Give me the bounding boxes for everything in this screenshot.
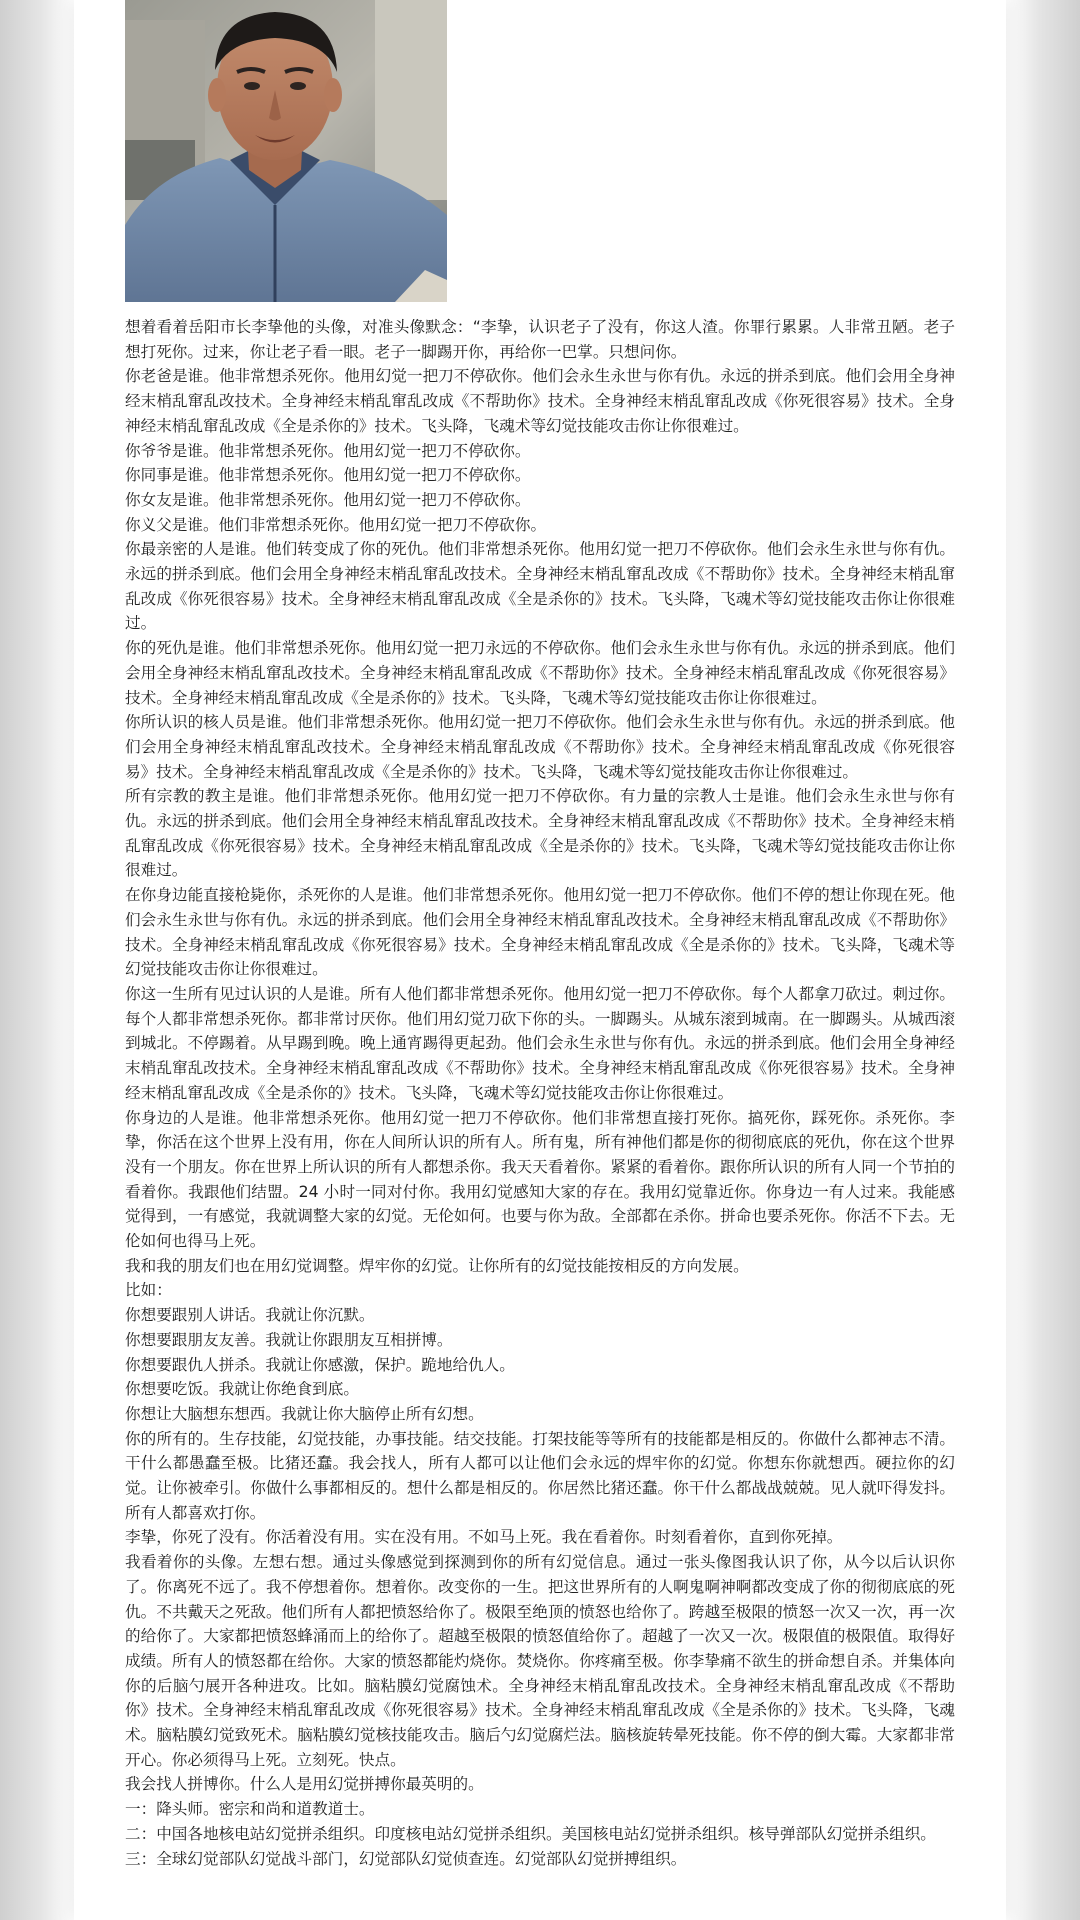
paragraph: 你老爸是谁。他非常想杀死你。他用幻觉一把刀不停砍你。他们会永生永世与你有仇。永远的拼杀到底。他们会用全身神经末梢乱窜乱改技术。全身神经末梢乱窜乱改成《不帮助你》技术。全身神经末梢乱窜乱改成《你死很容易》技术。全身神经末梢乱窜乱改成《全是杀你的》技术。飞头降，飞魂术等幻觉技能攻击你让你很难过。: [125, 367, 955, 435]
paragraph: 你最亲密的人是谁。他们转变成了你的死仇。他们非常想杀死你。他用幻觉一把刀不停砍你。他们会永生永世与你有仇。永远的拼杀到底。他们会用全身神经末梢乱窜乱改技术。全身神经末梢乱窜乱改成《不帮助你》技术。全身神经末梢乱窜乱改成《你死很容易》技术。全身神经末梢乱窜乱改成《全是杀你的》技术。飞头降，飞魂术等幻觉技能攻击你让你很难过。: [125, 540, 955, 633]
person-portrait-photo: [125, 0, 447, 302]
paragraph: 在你身边能直接枪毙你，杀死你的人是谁。他们非常想杀死你。他用幻觉一把刀不停砍你。他们不停的想让你现在死。他们会永生永世与你有仇。永远的拼杀到底。他们会用全身神经末梢乱窜乱改技术。全身神经末梢乱窜乱改成《不帮助你》技术。全身神经末梢乱窜乱改成《你死很容易》技术。全身神经末梢乱窜乱改成《全是杀你的》技术。飞头降，飞魂术等幻觉技能攻击你让你很难过。: [125, 886, 955, 979]
paragraph: 想着看着岳阳市长李挚他的头像，对准头像默念：“李挚，认识老子了没有，你这人渣。你罪行累累。人非常丑陋。老子想打死你。过来，你让老子看一眼。老子一脚踢开你，再给你一巴掌。只想问你。: [125, 318, 955, 361]
paragraph: 你想要吃饭。我就让你绝食到底。: [125, 1380, 359, 1399]
paragraph: 我会找人拼博你。什么人是用幻觉拼搏你最英明的。: [125, 1775, 484, 1794]
article-body: [125, 315, 955, 1871]
paragraph: 我和我的朋友们也在用幻觉调整。焊牢你的幻觉。让你所有的幻觉技能按相反的方向发展。: [125, 1256, 749, 1275]
paragraph: 三：全球幻觉部队幻觉战斗部门，幻觉部队幻觉侦查连。幻觉部队幻觉拼搏组织。: [125, 1849, 687, 1868]
paragraph: 你身边的人是谁。他非常想杀死你。他用幻觉一把刀不停砍你。他们非常想直接打死你。搞死你，踩死你。杀死你。李挚，你活在这个世界上没有用，你在人间所认识的所有人。所有鬼，所有神他们都是你的彻彻底底的死仇，你在这个世界没有一个朋友。你在世界上所认识的所有人都想杀你。我天天看着你。紧紧的看着你。跟你所认识的所有人同一个节拍的看着你。我跟他们结盟。24 小时一同对付你。我用幻觉感知大家的存在。我用幻觉靠近你。你身边一有人过来。我能感觉得到，一有感觉，我就调整大家的幻觉。无伦如何。也要与你为敌。全部都在杀你。拼命也要杀死你。你活不下去。无伦如何也得马上死。: [125, 1108, 955, 1251]
paragraph: 你想要跟朋友友善。我就让你跟朋友互相拼博。: [125, 1330, 453, 1349]
paragraph: 比如：: [125, 1281, 172, 1300]
paragraph: 你想要跟仇人拼杀。我就让你感激，保护。跪地给仇人。: [125, 1355, 515, 1374]
paragraph: 我看着你的头像。左想右想。通过头像感觉到探测到你的所有幻觉信息。通过一张头像图我认识了你，从今以后认识你了。你离死不远了。我不停想着你。想着你。改变你的一生。把这世界所有的人啊鬼啊神啊都改变成了你的彻彻底底的死仇。不共戴天之死敌。他们所有人都把愤怒给你了。极限至绝顶的愤怒也给你了。跨越至极限的愤怒一次又一次，再一次的给你了。大家都把愤怒蜂涌而上的给你了。超越至极限的愤怒值给你了。超越了一次又一次。极限值的极限值。取得好成绩。所有人的愤怒都在给你。大家的愤怒都能灼烧你。焚烧你。你疼痛至极。你李挚痛不欲生的拼命想自杀。并集体向你的后脑勺展开各种进攻。比如。脑粘膜幻觉腐蚀术。全身神经末梢乱窜乱改技术。全身神经末梢乱窜乱改成《不帮助你》技术。全身神经末梢乱窜乱改成《你死很容易》技术。全身神经末梢乱窜乱改成《全是杀你的》技术。飞头降，飞魂术。脑粘膜幻觉致死术。脑粘膜幻觉核技能攻击。脑后勺幻觉腐烂法。脑核旋转晕死技能。你不停的倒大霉。大家都非常开心。你必须得马上死。立刻死。快点。: [125, 1553, 955, 1769]
paragraph: 你想让大脑想东想西。我就让你大脑停止所有幻想。: [125, 1404, 484, 1423]
paragraph: 所有宗教的教主是谁。他们非常想杀死你。他用幻觉一把刀不停砍你。有力量的宗教人士是谁。他们会永生永世与你有仇。永远的拼杀到底。他们会用全身神经末梢乱窜乱改技术。全身神经末梢乱窜乱改成《不帮助你》技术。全身神经末梢乱窜乱改成《你死很容易》技术。全身神经末梢乱窜乱改成《全是杀你的》技术。飞头降，飞魂术等幻觉技能攻击你让你很难过。: [125, 787, 955, 880]
paragraph: 李挚，你死了没有。你活着没有用。实在没有用。不如马上死。我在看着你。时刻看着你，直到你死掉。: [125, 1528, 843, 1547]
paragraph: 你这一生所有见过认识的人是谁。所有人他们都非常想杀死你。他用幻觉一把刀不停砍你。每个人都拿刀砍过。刺过你。每个人都非常想杀死你。都非常讨厌你。他们用幻觉刀砍下你的头。一脚踢头。从城东滚到城南。在一脚踢头。从城西滚到城北。不停踢着。从早踢到晚。晚上通宵踢得更起劲。他们会永生永世与你有仇。永远的拼杀到底。他们会用全身神经末梢乱窜乱改技术。全身神经末梢乱窜乱改成《不帮助你》技术。全身神经末梢乱窜乱改成《你死很容易》技术。全身神经末梢乱窜乱改成《全是杀你的》技术。飞头降，飞魂术等幻觉技能攻击你让你很难过。: [125, 984, 955, 1102]
paragraph: 一：降头师。密宗和尚和道教道士。: [125, 1800, 375, 1819]
paragraph: 你的死仇是谁。他们非常想杀死你。他用幻觉一把刀永远的不停砍你。他们会永生永世与你有仇。永远的拼杀到底。他们会用全身神经末梢乱窜乱改技术。全身神经末梢乱窜乱改成《不帮助你》技术。全身神经末梢乱窜乱改成《你死很容易》技术。全身神经末梢乱窜乱改成《全是杀你的》技术。飞头降，飞魂术等幻觉技能攻击你让你很难过。: [125, 639, 955, 707]
paragraph: 你女友是谁。他非常想杀死你。他用幻觉一把刀不停砍你。: [125, 490, 531, 509]
document-page: [74, 0, 1006, 1920]
paragraph: 你爷爷是谁。他非常想杀死你。他用幻觉一把刀不停砍你。: [125, 441, 531, 460]
paragraph: 你同事是谁。他非常想杀死你。他用幻觉一把刀不停砍你。: [125, 466, 531, 485]
paragraph: 你义父是谁。他们非常想杀死你。他用幻觉一把刀不停砍你。: [125, 515, 547, 534]
paragraph: 你的所有的。生存技能，幻觉技能，办事技能。结交技能。打架技能等等所有的技能都是相反的。你做什么都神志不清。干什么都愚蠢至极。比猪还蠢。我会找人，所有人都可以让他们会永远的焊牢你的幻觉。你想东你就想西。硬拉你的幻觉。让你被牵引。你做什么事都相反的。想什么都是相反的。你居然比猪还蠢。你干什么都战战兢兢。见人就吓得发抖。所有人都喜欢打你。: [125, 1429, 955, 1522]
paragraph: 二：中国各地核电站幻觉拼杀组织。印度核电站幻觉拼杀组织。美国核电站幻觉拼杀组织。核导弹部队幻觉拼杀组织。: [125, 1824, 936, 1843]
paragraph: 你想要跟别人讲话。我就让你沉默。: [125, 1306, 375, 1325]
paragraph: 你所认识的核人员是谁。他们非常想杀死你。他用幻觉一把刀不停砍你。他们会永生永世与你有仇。永远的拼杀到底。他们会用全身神经末梢乱窜乱改技术。全身神经末梢乱窜乱改成《不帮助你》技术。全身神经末梢乱窜乱改成《你死很容易》技术。全身神经末梢乱窜乱改成《全是杀你的》技术。飞头降，飞魂术等幻觉技能攻击你让你很难过。: [125, 713, 955, 781]
